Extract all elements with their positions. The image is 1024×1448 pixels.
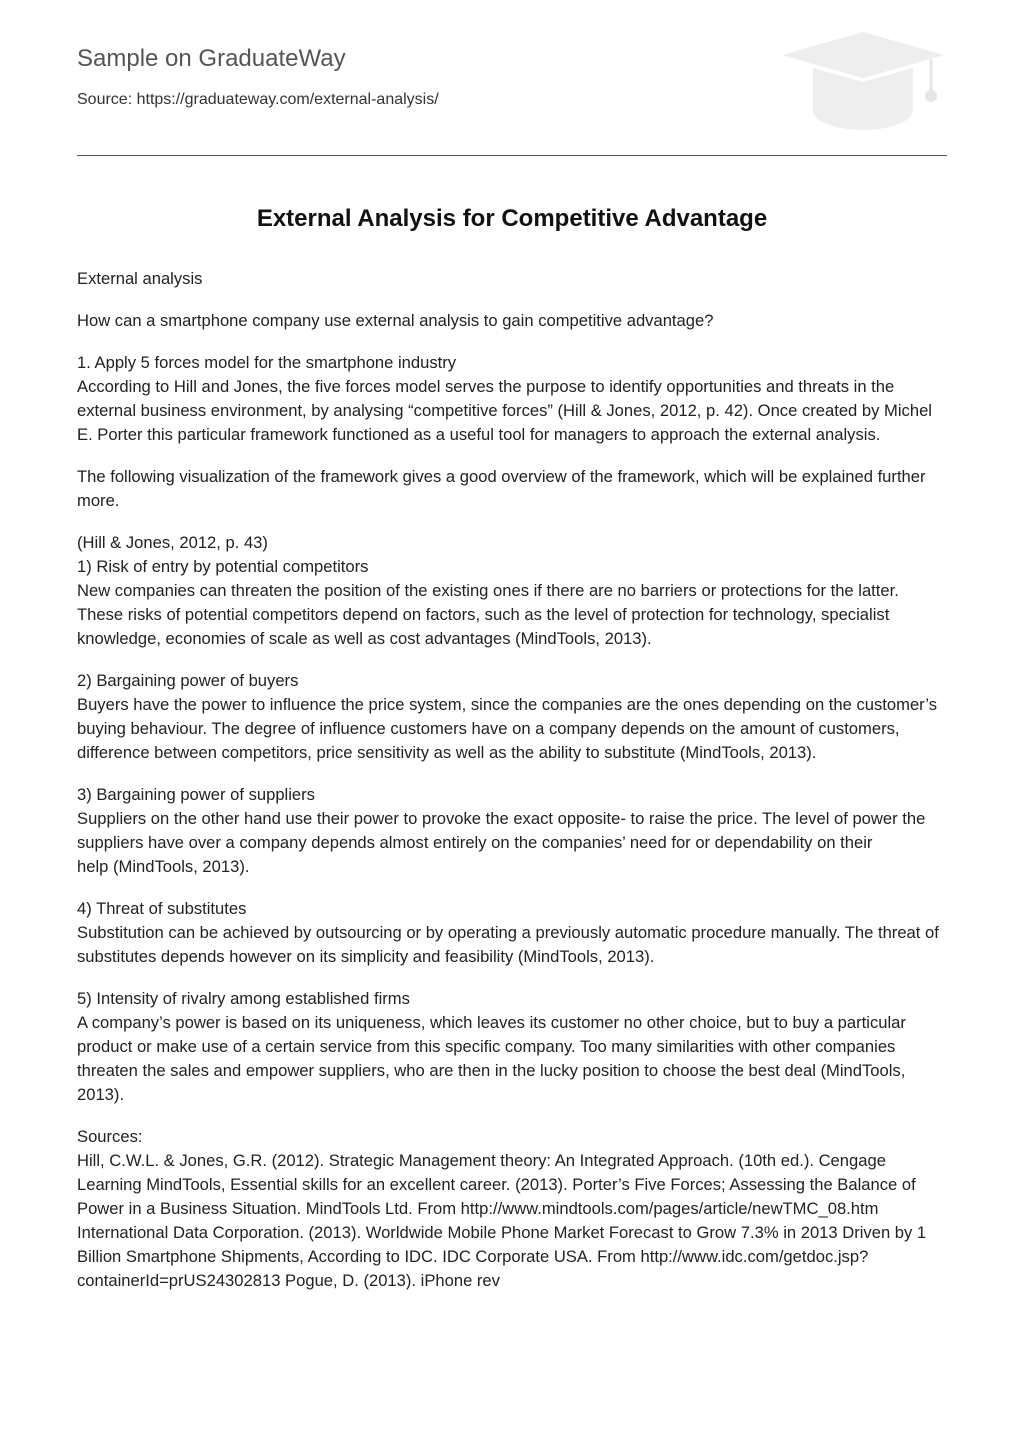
paragraph-topic: External analysis	[77, 269, 203, 288]
citation: (Hill & Jones, 2012, p. 43)	[77, 533, 268, 552]
document-title: External Analysis for Competitive Advantage	[256, 205, 768, 232]
force-body: New companies can threaten the position of the existing ones if there are no barriers or protections for the latter. These risks of potential competitors depend on factors, such as the level of protection for technology, specialist knowledge, economies of scale as well as cost advantages (MindTools, 2013).	[77, 581, 899, 648]
page-header	[77, 0, 947, 156]
force-body: A company’s power is based on its uniqueness, which leaves its customer no other choice, but to buy a particular product or make use of a certain service from this specific company. Too many similarities with other companies threaten the sales and empower suppliers, who are then in the lucky position to choose the best deal (MindTools, 2013).	[77, 1013, 906, 1104]
paragraph-visualization: The following visualization of the framework gives a good overview of the framework, which will be explained further more.	[77, 467, 926, 510]
source-line	[77, 89, 439, 111]
sources-body: Hill, C.W.L. & Jones, G.R. (2012). Strategic Management theory: An Integrated Approach. (10th ed.). Cengage Learning MindTools, Essential skills for an excellent career. (2013). Porter’s Five Forces; Assessing the Balance of Power in a Business Situation. MindTools Ltd. From http://www.mindtools.com/pages/article/newTMC_08.htm International Data Corporation. (2013). Worldwide Mobile Phone Market Forecast to Grow 7.3% in 2013 Driven by 1 Billion Smartphone Shipments, According to IDC. IDC Corporate USA. From http://www.idc.com/getdoc.jsp?containerId=prUS24302813 Pogue, D. (2013). iPhone rev	[77, 1151, 927, 1290]
force-heading: 3) Bargaining power of suppliers	[77, 785, 315, 804]
force-5	[77, 987, 949, 1107]
section-five-forces	[77, 351, 949, 447]
force-1	[77, 531, 949, 651]
force-heading: 4) Threat of substitutes	[77, 899, 247, 918]
graduation-cap-icon	[781, 30, 947, 132]
force-body: Suppliers on the other hand use their power to provoke the exact opposite- to raise the price. The level of power the suppliers have over a company depends almost entirely on the companies’ need for or dependability on their	[77, 809, 926, 852]
section-body: According to Hill and Jones, the five forces model serves the purpose to identify opportunities and threats in the external business environment, by analysing “competitive forces” (Hill & Jones, 2012, p. 42). Once created by Michel E. Porter this particular framework functioned as a useful tool for managers to approach the external analysis.	[77, 377, 932, 444]
site-title: Sample on GraduateWay	[77, 45, 346, 72]
force-4	[77, 897, 949, 969]
force-body-continued: help (MindTools, 2013).	[77, 857, 250, 876]
source-link[interactable]: https://graduateway.com/external-analysis/	[136, 91, 439, 108]
document-body	[77, 267, 949, 1311]
paragraph-question: How can a smartphone company use external analysis to gain competitive advantage?	[77, 311, 714, 330]
force-body: Substitution can be achieved by outsourcing or by operating a previously automatic procedure manually. The threat of substitutes depends however on its simplicity and feasibility (MindTools, 2013).	[77, 923, 939, 966]
sources-heading: Sources:	[77, 1127, 143, 1146]
force-heading: 2) Bargaining power of buyers	[77, 671, 299, 690]
source-label: Source:	[77, 91, 133, 108]
header-divider	[77, 155, 947, 156]
force-3	[77, 783, 949, 879]
force-2	[77, 669, 949, 765]
force-heading: 1) Risk of entry by potential competitors	[77, 557, 369, 576]
force-body: Buyers have the power to influence the price system, since the companies are the ones depending on the customer’s buying behaviour. The degree of influence customers have on a company depends on the amount of customers, difference between competitors, price sensitivity as well as the ability to substitute (MindTools, 2013).	[77, 695, 937, 762]
section-heading: 1. Apply 5 forces model for the smartphone industry	[77, 353, 457, 372]
force-heading: 5) Intensity of rivalry among established firms	[77, 989, 410, 1008]
sources	[77, 1125, 949, 1293]
